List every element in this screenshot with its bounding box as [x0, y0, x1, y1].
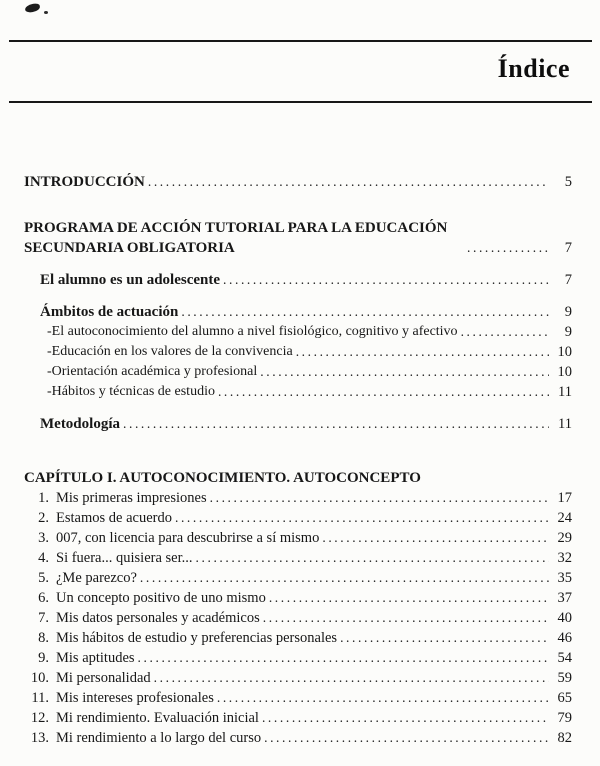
toc-entry-number: 10.	[30, 670, 49, 686]
toc-entry	[24, 322, 572, 342]
toc-entry	[24, 508, 572, 528]
toc-entry-label: INTRODUCCIÓN	[24, 174, 145, 190]
toc-entry-page-number: 11	[558, 384, 572, 400]
toc-entry	[24, 528, 572, 548]
toc-entry-page-number: 17	[557, 490, 572, 506]
toc-entry-page-number: 9	[564, 324, 572, 340]
dot-leader	[181, 302, 549, 322]
toc-entry-page-number: 40	[557, 610, 572, 626]
toc-entry	[24, 362, 572, 382]
toc-entry-label: Mi rendimiento a lo largo del curso	[56, 730, 262, 746]
toc-entry	[24, 382, 572, 402]
toc-entry-number: 4.	[38, 550, 49, 566]
dot-leader	[260, 362, 549, 382]
toc-entry	[24, 628, 572, 648]
toc-entry-label: Mi rendimiento. Evaluación inicial	[56, 710, 259, 726]
dot-leader	[218, 382, 549, 402]
toc-entry-number: 12.	[30, 710, 49, 726]
toc-entry-page-number: 9	[564, 304, 572, 320]
toc-entry-label: Mis primeras impresiones	[56, 490, 207, 506]
dot-leader	[262, 708, 549, 728]
dot-leader	[223, 270, 549, 290]
toc-entry-page-number: 29	[557, 530, 572, 546]
toc-entry-label: -Orientación académica y profesional	[47, 364, 258, 379]
dot-leader	[138, 648, 549, 668]
dot-leader	[175, 508, 549, 528]
toc-entry-label: Estamos de acuerdo	[56, 510, 172, 526]
toc-entry-number: 3.	[38, 530, 49, 546]
toc-entry-page-number: 65	[557, 690, 572, 706]
toc-entry-page-number: 5	[564, 174, 572, 190]
toc-entry-label: Mis aptitudes	[56, 650, 135, 666]
toc-entry-page-number: 79	[557, 710, 572, 726]
page-title: Índice	[497, 54, 570, 83]
toc-entry-page-number: 59	[557, 670, 572, 686]
dot-leader	[263, 608, 549, 628]
scan-artifact	[24, 3, 40, 13]
toc-entry-number: 5.	[38, 570, 49, 586]
toc-entry-number: 9.	[38, 650, 49, 666]
toc-entry-label: ¿Me parezco?	[56, 570, 137, 586]
toc-entry-page-number: 10	[557, 344, 572, 360]
dot-leader	[210, 488, 549, 508]
toc-entry	[24, 172, 572, 192]
dot-leader	[264, 728, 549, 748]
toc-entry-number: 6.	[38, 590, 49, 606]
toc-entry	[24, 668, 572, 688]
toc-entry	[24, 708, 572, 728]
toc-entry-label: Mi personalidad	[56, 670, 151, 686]
toc-entry-page-number: 7	[564, 240, 572, 256]
toc-entry-page-number: 24	[557, 510, 572, 526]
toc-entry-page-number: 37	[557, 590, 572, 606]
toc-entry-page-number: 11	[558, 416, 572, 432]
toc-entry-label: PROGRAMA DE ACCIÓN TUTORIAL PARA LA EDUCACIÓN SECUNDARIA OBLIGATORIA	[24, 220, 448, 256]
toc-entry-number: 8.	[38, 630, 49, 646]
toc-entry	[24, 568, 572, 588]
dot-leader	[340, 628, 549, 648]
toc-entry-page-number: 32	[557, 550, 572, 566]
toc-entry	[24, 548, 572, 568]
toc-entry-label: 007, con licencia para descubrirse a sí mismo	[56, 530, 320, 546]
toc-entry	[24, 468, 572, 488]
dot-leader	[148, 172, 549, 192]
dot-leader	[140, 568, 549, 588]
dot-leader	[123, 414, 549, 434]
toc-entry-label: -Educación en los valores de la convivencia	[47, 344, 293, 359]
toc-entry	[24, 488, 572, 508]
toc-entry-label: Si fuera... quisiera ser...	[56, 550, 193, 566]
toc-entry-label: Mis hábitos de estudio y preferencias personales	[56, 630, 338, 646]
toc-entry	[24, 302, 572, 322]
dot-leader	[467, 238, 549, 258]
toc-entry-page-number: 7	[564, 272, 572, 288]
toc-entry-label: -Hábitos y técnicas de estudio	[47, 384, 215, 399]
toc-entry-number: 1.	[38, 490, 49, 506]
toc-entry-label: Mis datos personales y académicos	[56, 610, 260, 626]
toc-entry-label: Mis intereses profesionales	[56, 690, 214, 706]
dot-leader	[269, 588, 549, 608]
toc-entry-label: Un concepto positivo de uno mismo	[56, 590, 266, 606]
toc-entry-page-number: 46	[557, 630, 572, 646]
toc-entry	[24, 218, 572, 258]
dot-leader	[196, 548, 549, 568]
dot-leader	[461, 322, 549, 342]
dot-leader	[296, 342, 549, 362]
toc-entry	[24, 414, 572, 434]
toc-entry-page-number: 35	[557, 570, 572, 586]
scan-artifact-dot	[44, 11, 48, 14]
toc-entry-label: CAPÍTULO I. AUTOCONOCIMIENTO. AUTOCONCEPTO	[24, 470, 421, 486]
dot-leader	[217, 688, 549, 708]
toc-entry-page-number: 54	[557, 650, 572, 666]
toc-entry-label: Metodología	[40, 416, 120, 432]
toc-entry-label: -El autoconocimiento del alumno a nivel fisiológico, cognitivo y afectivo	[47, 324, 458, 339]
toc-list	[24, 172, 572, 748]
toc-entry-number: 7.	[38, 610, 49, 626]
title-underline-rule	[9, 101, 592, 103]
toc-entry-number: 13.	[30, 730, 49, 746]
toc-entry	[24, 728, 572, 748]
dot-leader	[154, 668, 549, 688]
toc-entry	[24, 342, 572, 362]
dot-leader	[322, 528, 549, 548]
toc-entry-label: Ámbitos de actuación	[40, 304, 179, 320]
toc-entry	[24, 648, 572, 668]
toc-entry	[24, 688, 572, 708]
top-rule	[9, 40, 592, 42]
toc-entry	[24, 588, 572, 608]
toc-entry-page-number: 82	[557, 730, 572, 746]
toc-entry-label: El alumno es un adolescente	[40, 272, 221, 288]
toc-entry-number: 2.	[38, 510, 49, 526]
toc-entry	[24, 270, 572, 290]
toc-entry	[24, 608, 572, 628]
toc-entry-number: 11.	[31, 690, 49, 706]
toc-entry-page-number: 10	[557, 364, 572, 380]
